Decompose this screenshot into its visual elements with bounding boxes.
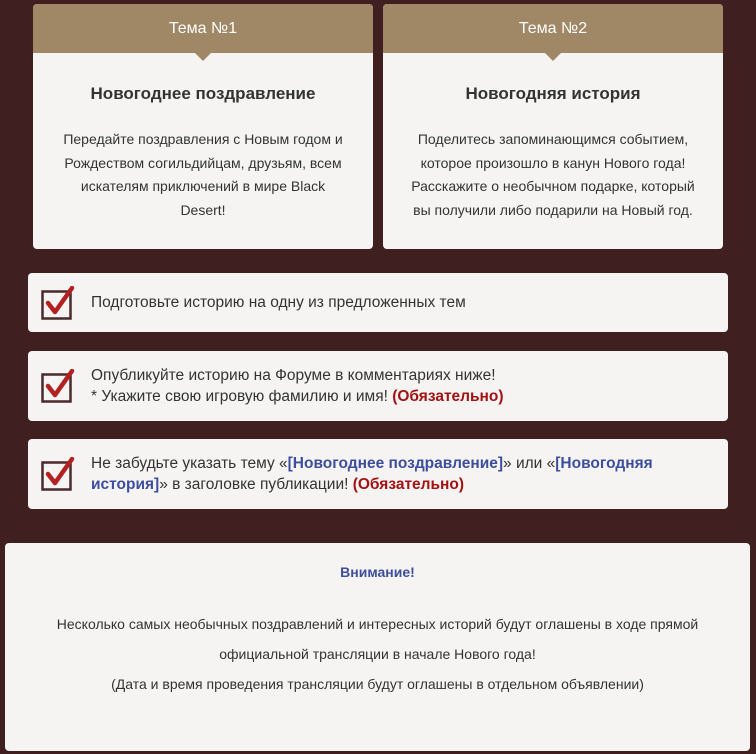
step-prepare-story bbox=[28, 273, 728, 332]
step-text-part: » или « bbox=[503, 455, 556, 472]
step-text-line: * Укажите свою игровую фамилию и имя! bbox=[91, 388, 393, 405]
step-text bbox=[91, 453, 691, 495]
step-specify-theme bbox=[28, 439, 728, 509]
checkmark-icon bbox=[41, 286, 75, 320]
notice-line: (Дата и время проведения трансляции будут оглашены в отдельном объявлении) bbox=[111, 676, 644, 692]
theme-card-header: Тема №2 bbox=[383, 4, 723, 53]
step-publish-story bbox=[28, 351, 728, 421]
step-text-part: Не забудьте указать тему « bbox=[91, 455, 288, 472]
checkmark-icon bbox=[41, 457, 75, 491]
description-line: вы получили либо подарили на Новый год. bbox=[413, 201, 693, 218]
attention-notice bbox=[5, 543, 750, 751]
description-line: Поделитесь запоминающимся событием, bbox=[417, 131, 689, 147]
notice-line: официальной трансляции в начале Нового года! bbox=[219, 646, 536, 662]
required-label: (Обязательно) bbox=[392, 388, 504, 405]
description-line: Desert! bbox=[180, 201, 226, 218]
theme-card-2 bbox=[383, 4, 723, 249]
theme-card-title: Новогоднее поздравление bbox=[90, 84, 316, 103]
theme-card-header: Тема №1 bbox=[33, 4, 373, 53]
theme-card-description bbox=[59, 128, 347, 222]
description-line: которое произошло в канун Нового года! bbox=[420, 154, 686, 171]
theme-card-title: Новогодняя история bbox=[465, 84, 641, 103]
theme-tag-1: [Новогоднее поздравление] bbox=[287, 455, 504, 472]
notice-body bbox=[5, 609, 750, 699]
description-line: Расскажите о необычном подарке, который bbox=[411, 178, 695, 194]
required-label: (Обязательно) bbox=[352, 476, 465, 493]
checkmark-icon bbox=[41, 369, 75, 403]
notice-line: Несколько самых необычных поздравлений и интересных историй будут оглашены в ходе прямой bbox=[56, 616, 699, 632]
description-line: искателям приключений в мире Black bbox=[80, 178, 326, 194]
description-line: Рождеством согильдийцам, друзьям, всем bbox=[64, 154, 342, 171]
notice-title: Внимание! bbox=[340, 564, 415, 580]
step-text bbox=[91, 365, 504, 407]
theme-card-description bbox=[409, 128, 697, 222]
step-text: Подготовьте историю на одну из предложенных тем bbox=[91, 294, 466, 311]
description-line: Передайте поздравления с Новым годом и bbox=[63, 131, 343, 147]
theme-card-1 bbox=[33, 4, 373, 249]
theme-tag-2: [Новогодняя история] bbox=[91, 455, 653, 493]
step-text-part: » в заголовке публикации! bbox=[159, 476, 353, 493]
step-text-line: Опубликуйте историю на Форуме в комментариях ниже! bbox=[91, 367, 496, 384]
